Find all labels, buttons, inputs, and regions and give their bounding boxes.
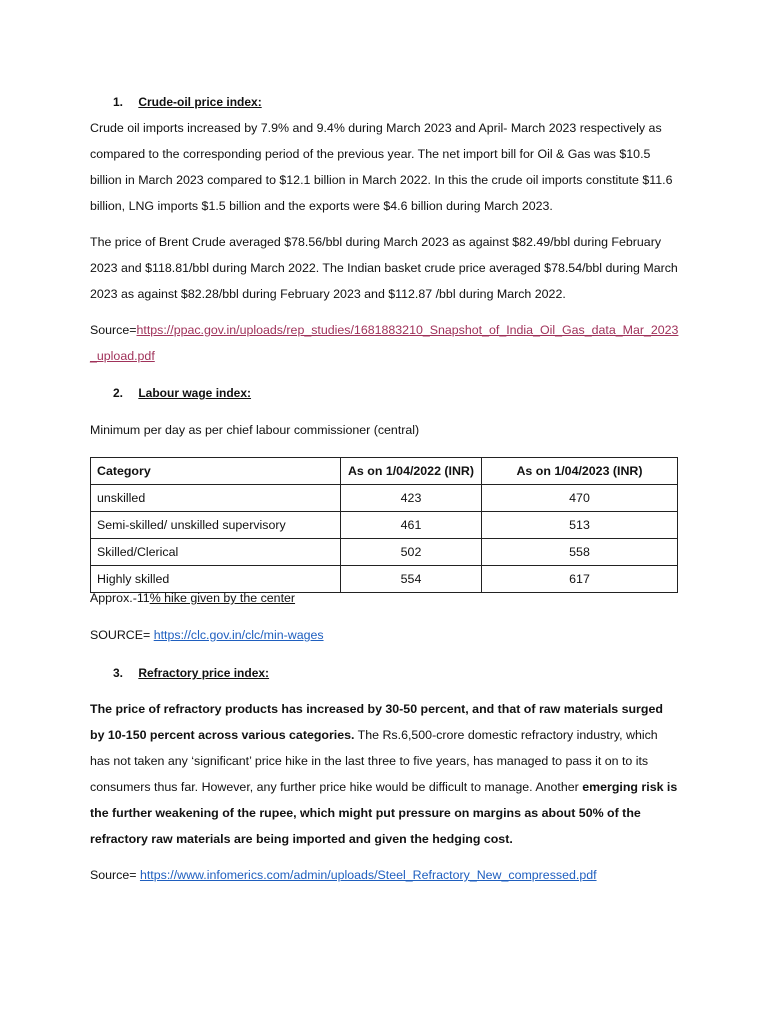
brent-crude-paragraph	[90, 229, 680, 307]
table-cell: 502	[341, 539, 482, 566]
bold-text: The price of refractory products has increased by 30-50 percent, and that of raw materials surged by 10-150 percent across various categories.	[90, 702, 663, 742]
infomerics-source-link[interactable]: https://www.infomerics.com/admin/uploads/Steel_Refractory_New_compressed.pdf	[139, 868, 597, 882]
paragraph-text: Minimum per day as per chief labour commissioner (central)	[90, 423, 420, 437]
section-number: 1.	[113, 95, 124, 109]
hike-note	[90, 591, 295, 605]
minimum-wage-table	[90, 457, 678, 593]
table-row	[91, 512, 678, 539]
table-header: Category	[91, 458, 341, 485]
body-text: The Rs.6,500-crore domestic refractory industry, which has not taken any ‘significant’ price hike in the last three to five years, has managed to pass it on to its consumers thus far. However, any further price hike would be difficult to manage. Another	[90, 728, 658, 794]
source-1	[90, 317, 680, 369]
table-cell: unskilled	[91, 485, 341, 512]
section-2-heading	[113, 386, 251, 400]
table-cell: Skilled/Clerical	[91, 539, 341, 566]
table-cell: 513	[482, 512, 678, 539]
source-label: SOURCE=	[90, 628, 154, 642]
source-3	[90, 862, 680, 888]
source-label: Source=	[90, 323, 137, 337]
crude-oil-imports-paragraph	[90, 115, 680, 219]
table-cell: Highly skilled	[91, 566, 341, 593]
table-row	[91, 485, 678, 512]
table-cell: 423	[341, 485, 482, 512]
table-cell: 470	[482, 485, 678, 512]
source-2	[90, 622, 680, 648]
note-prefix: Approx.-11	[90, 591, 150, 605]
table-cell: 554	[341, 566, 482, 593]
refractory-paragraph	[90, 696, 680, 852]
paragraph-text: The price of Brent Crude averaged $78.56/bbl during March 2023 as against $82.49/bbl during February 2023 and $118.81/bbl during March 2022. The Indian basket crude price averaged $78.54/bbl during March 2023 as against $82.28/bbl during February 2023 and $112.87 /bbl during March 2022.	[90, 235, 678, 301]
section-number: 3.	[113, 666, 124, 680]
wage-intro	[90, 417, 680, 443]
table-header: As on 1/04/2023 (INR)	[482, 458, 678, 485]
table-cell: 558	[482, 539, 678, 566]
bold-text: emerging risk is the further weakening of the rupee, which might put pressure on margins as about 50% of the refractory raw materials are being imported and given the hedging cost.	[90, 780, 678, 846]
ppac-source-link[interactable]: https://ppac.gov.in/uploads/rep_studies/1681883210_Snapshot_of_India_Oil_Gas_data_Mar_2023_upload.pdf	[90, 323, 679, 363]
section-title: Crude-oil price index:	[138, 95, 262, 109]
table-row	[91, 539, 678, 566]
paragraph-text: Crude oil imports increased by 7.9% and 9.4% during March 2023 and April- March 2023 respectively as compared to the corresponding period of the previous year. The net import bill for Oil & Gas was $10.5 billion in March 2023 compared to $12.1 billion in March 2022. In this the crude oil imports constitute $11.6 billion, LNG imports $1.5 billion and the exports were $4.6 billion during March 2023.	[90, 121, 673, 213]
section-title: Refractory price index:	[138, 666, 270, 680]
table-cell: 617	[482, 566, 678, 593]
section-3-heading	[113, 666, 269, 680]
table-cell: 461	[341, 512, 482, 539]
section-1-heading	[113, 95, 262, 109]
table-cell: Semi-skilled/ unskilled supervisory	[91, 512, 341, 539]
table-header-row	[91, 458, 678, 485]
table-row	[91, 566, 678, 593]
source-label: Source=	[90, 868, 140, 882]
table-header: As on 1/04/2022 (INR)	[341, 458, 482, 485]
clc-source-link[interactable]: https://clc.gov.in/clc/min-wages	[153, 628, 324, 642]
section-title: Labour wage index:	[138, 386, 252, 400]
note-underlined: % hike given by the center	[149, 591, 296, 605]
section-number: 2.	[113, 386, 124, 400]
